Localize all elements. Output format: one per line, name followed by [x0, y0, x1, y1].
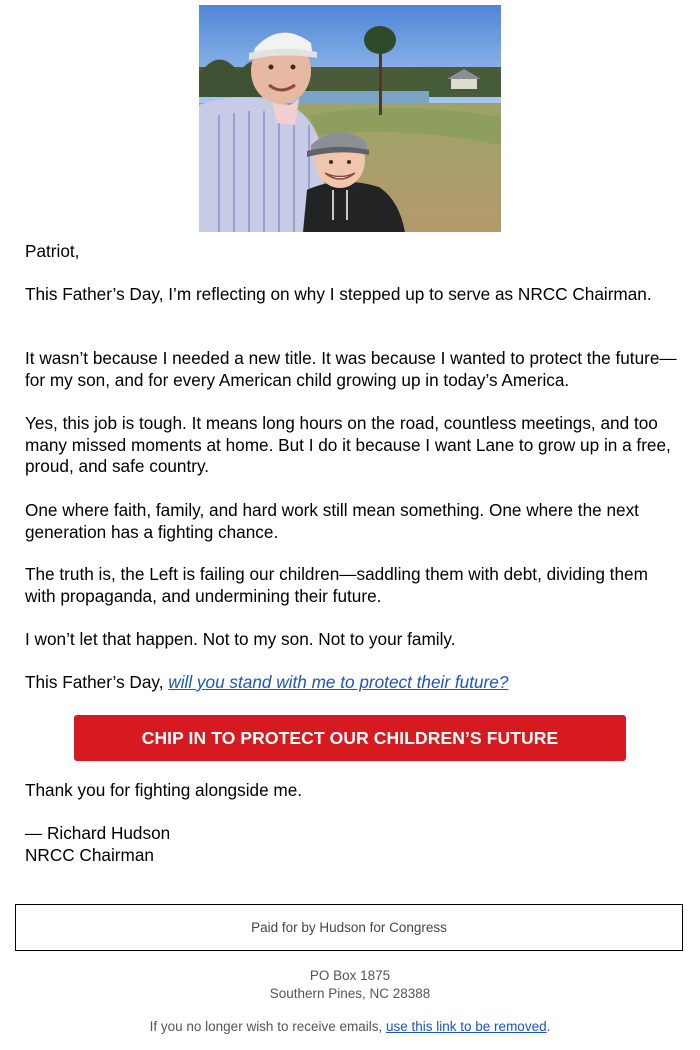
header-photo — [199, 5, 501, 232]
paragraph-4: One where faith, family, and hard work still mean something. One where the next generation has a fighting chance. — [25, 500, 639, 542]
address-line-1: PO Box 1875 — [309, 968, 391, 983]
ask-link[interactable]: will you stand with me to protect their future? — [168, 672, 509, 692]
greeting: Patriot, — [25, 241, 80, 261]
unsubscribe-link[interactable]: use this link to be removed — [386, 1019, 547, 1034]
thanks-line: Thank you for fighting alongside me. — [25, 780, 303, 800]
paid-for-box — [15, 904, 683, 951]
unsubscribe-line — [0, 1018, 700, 1035]
unsubscribe-prefix: If you no longer wish to receive emails, — [149, 1019, 386, 1034]
ask-line — [25, 672, 680, 694]
donate-button[interactable]: CHIP IN TO PROTECT OUR CHILDREN’S FUTURE — [74, 715, 626, 761]
paragraph-1: This Father’s Day, I’m reflecting on why I stepped up to serve as NRCC Chairman. — [25, 284, 652, 304]
unsubscribe-suffix: . — [546, 1019, 551, 1034]
ask-prefix: This Father’s Day, — [25, 672, 169, 692]
paragraph-3: Yes, this job is tough. It means long hours on the road, countless meetings, and too many missed moments at home. But I do it because I want Lane to grow up in a free, proud, and safe country. — [25, 413, 671, 476]
paragraph-6: I won’t let that happen. Not to my son. Not to your family. — [25, 629, 456, 649]
paid-for-text: Paid for by Hudson for Congress — [251, 920, 447, 935]
paragraph-5: The truth is, the Left is failing our children—saddling them with debt, dividing them with propaganda, and undermining their future. — [25, 564, 648, 606]
signature-name: — Richard Hudson — [25, 823, 171, 843]
signature-title: NRCC Chairman — [25, 845, 154, 865]
paragraph-2: It wasn’t because I needed a new title. It was because I wanted to protect the future—for my son, and for every American child growing up in today’s America. — [25, 348, 677, 390]
address-line-2: Southern Pines, NC 28388 — [269, 986, 431, 1001]
